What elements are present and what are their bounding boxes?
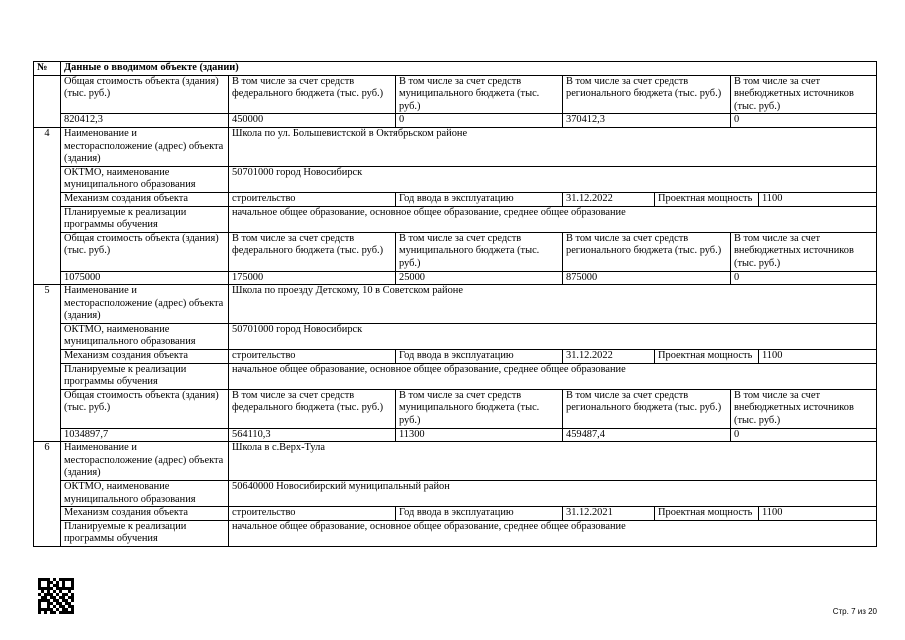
programs-row — [34, 363, 877, 389]
extra-label: В том числе за счет внебюджетных источников (тыс. руб.) — [731, 389, 877, 428]
number-header: № — [34, 62, 61, 76]
qr-code-icon — [38, 578, 74, 614]
mechanism-value: строительство — [229, 507, 396, 521]
programs-value: начальное общее образование, основное общее образование, среднее общее образование — [229, 206, 877, 232]
number-cell — [34, 75, 61, 127]
object-number: 4 — [34, 127, 61, 284]
object-name: Школа в с.Верх-Тула — [229, 442, 877, 481]
regional-label: В том числе за счет средств регионального бюджета (тыс. руб.) — [563, 232, 731, 271]
extra-value: 0 — [731, 428, 877, 442]
regional-value: 459487,4 — [563, 428, 731, 442]
oktmo-value: 50701000 город Новосибирск — [229, 323, 877, 349]
cost-value: 820412,3 — [61, 114, 229, 128]
capacity-value: 1100 — [759, 507, 877, 521]
oktmo-row — [34, 166, 877, 192]
cost-label: Общая стоимость объекта (здания) (тыс. руб.) — [61, 389, 229, 428]
cost-values-row — [34, 428, 877, 442]
commission-date: 31.12.2022 — [563, 192, 655, 206]
programs-label: Планируемые к реализации программы обучения — [61, 206, 229, 232]
cost-labels-row — [34, 75, 877, 114]
object-name-row — [34, 127, 877, 166]
mechanism-value: строительство — [229, 192, 396, 206]
mechanism-label: Механизм создания объекта — [61, 350, 229, 364]
municipal-value: 0 — [396, 114, 563, 128]
regional-label: В том числе за счет средств регионального бюджета (тыс. руб.) — [563, 75, 731, 114]
regional-label: В том числе за счет средств регионального бюджета (тыс. руб.) — [563, 389, 731, 428]
capacity-label: Проектная мощность — [655, 192, 759, 206]
commission-label: Год ввода в эксплуатацию — [396, 350, 563, 364]
federal-label: В том числе за счет средств федерального бюджета (тыс. руб.) — [229, 389, 396, 428]
municipal-value: 11300 — [396, 428, 563, 442]
capacity-label: Проектная мощность — [655, 350, 759, 364]
cost-values-row — [34, 271, 877, 285]
programs-value: начальное общее образование, основное общее образование, среднее общее образование — [229, 363, 877, 389]
commission-label: Год ввода в эксплуатацию — [396, 192, 563, 206]
object-name: Школа по проезду Детскому, 10 в Советском районе — [229, 285, 877, 324]
object-number: 5 — [34, 285, 61, 442]
cost-values-row — [34, 114, 877, 128]
federal-value: 450000 — [229, 114, 396, 128]
commission-date: 31.12.2021 — [563, 507, 655, 521]
municipal-label: В том числе за счет средств муниципального бюджета (тыс. руб.) — [396, 232, 563, 271]
federal-value: 564110,3 — [229, 428, 396, 442]
oktmo-value: 50701000 город Новосибирск — [229, 166, 877, 192]
name-label: Наименование и месторасположение (адрес) объекта (здания) — [61, 442, 229, 481]
oktmo-value: 50640000 Новосибирский муниципальный район — [229, 481, 877, 507]
programs-row — [34, 520, 877, 546]
oktmo-label: ОКТМО, наименование муниципального образования — [61, 323, 229, 349]
oktmo-row — [34, 323, 877, 349]
cost-value: 1034897,7 — [61, 428, 229, 442]
object-name: Школа по ул. Большевистской в Октябрьском районе — [229, 127, 877, 166]
object-name-row — [34, 442, 877, 481]
extra-label: В том числе за счет внебюджетных источников (тыс. руб.) — [731, 75, 877, 114]
object-name-row — [34, 285, 877, 324]
federal-label: В том числе за счет средств федерального бюджета (тыс. руб.) — [229, 75, 396, 114]
mechanism-row — [34, 350, 877, 364]
mechanism-label: Механизм создания объекта — [61, 192, 229, 206]
mechanism-row — [34, 192, 877, 206]
cost-label: Общая стоимость объекта (здания) (тыс. руб.) — [61, 75, 229, 114]
federal-value: 175000 — [229, 271, 396, 285]
municipal-label: В том числе за счет средств муниципального бюджета (тыс. руб.) — [396, 389, 563, 428]
extra-value: 0 — [731, 114, 877, 128]
oktmo-label: ОКТМО, наименование муниципального образования — [61, 166, 229, 192]
capacity-label: Проектная мощность — [655, 507, 759, 521]
cost-label: Общая стоимость объекта (здания) (тыс. руб.) — [61, 232, 229, 271]
mechanism-label: Механизм создания объекта — [61, 507, 229, 521]
programs-label: Планируемые к реализации программы обучения — [61, 363, 229, 389]
page-number: Стр. 7 из 20 — [832, 607, 877, 616]
object-number: 6 — [34, 442, 61, 547]
cost-labels-row — [34, 389, 877, 428]
regional-value: 875000 — [563, 271, 731, 285]
extra-label: В том числе за счет внебюджетных источников (тыс. руб.) — [731, 232, 877, 271]
programs-label: Планируемые к реализации программы обучения — [61, 520, 229, 546]
commission-date: 31.12.2022 — [563, 350, 655, 364]
capacity-value: 1100 — [759, 350, 877, 364]
mechanism-value: строительство — [229, 350, 396, 364]
table-title: Данные о вводимом объекте (здании) — [61, 62, 877, 76]
table-header-row — [34, 62, 877, 76]
regional-value: 370412,3 — [563, 114, 731, 128]
object-data-table — [33, 61, 877, 547]
cost-labels-row — [34, 232, 877, 271]
programs-row — [34, 206, 877, 232]
programs-value: начальное общее образование, основное общее образование, среднее общее образование — [229, 520, 877, 546]
extra-value: 0 — [731, 271, 877, 285]
municipal-label: В том числе за счет средств муниципального бюджета (тыс. руб.) — [396, 75, 563, 114]
capacity-value: 1100 — [759, 192, 877, 206]
cost-value: 1075000 — [61, 271, 229, 285]
oktmo-label: ОКТМО, наименование муниципального образования — [61, 481, 229, 507]
municipal-value: 25000 — [396, 271, 563, 285]
name-label: Наименование и месторасположение (адрес) объекта (здания) — [61, 285, 229, 324]
commission-label: Год ввода в эксплуатацию — [396, 507, 563, 521]
federal-label: В том числе за счет средств федерального бюджета (тыс. руб.) — [229, 232, 396, 271]
mechanism-row — [34, 507, 877, 521]
oktmo-row — [34, 481, 877, 507]
name-label: Наименование и месторасположение (адрес) объекта (здания) — [61, 127, 229, 166]
